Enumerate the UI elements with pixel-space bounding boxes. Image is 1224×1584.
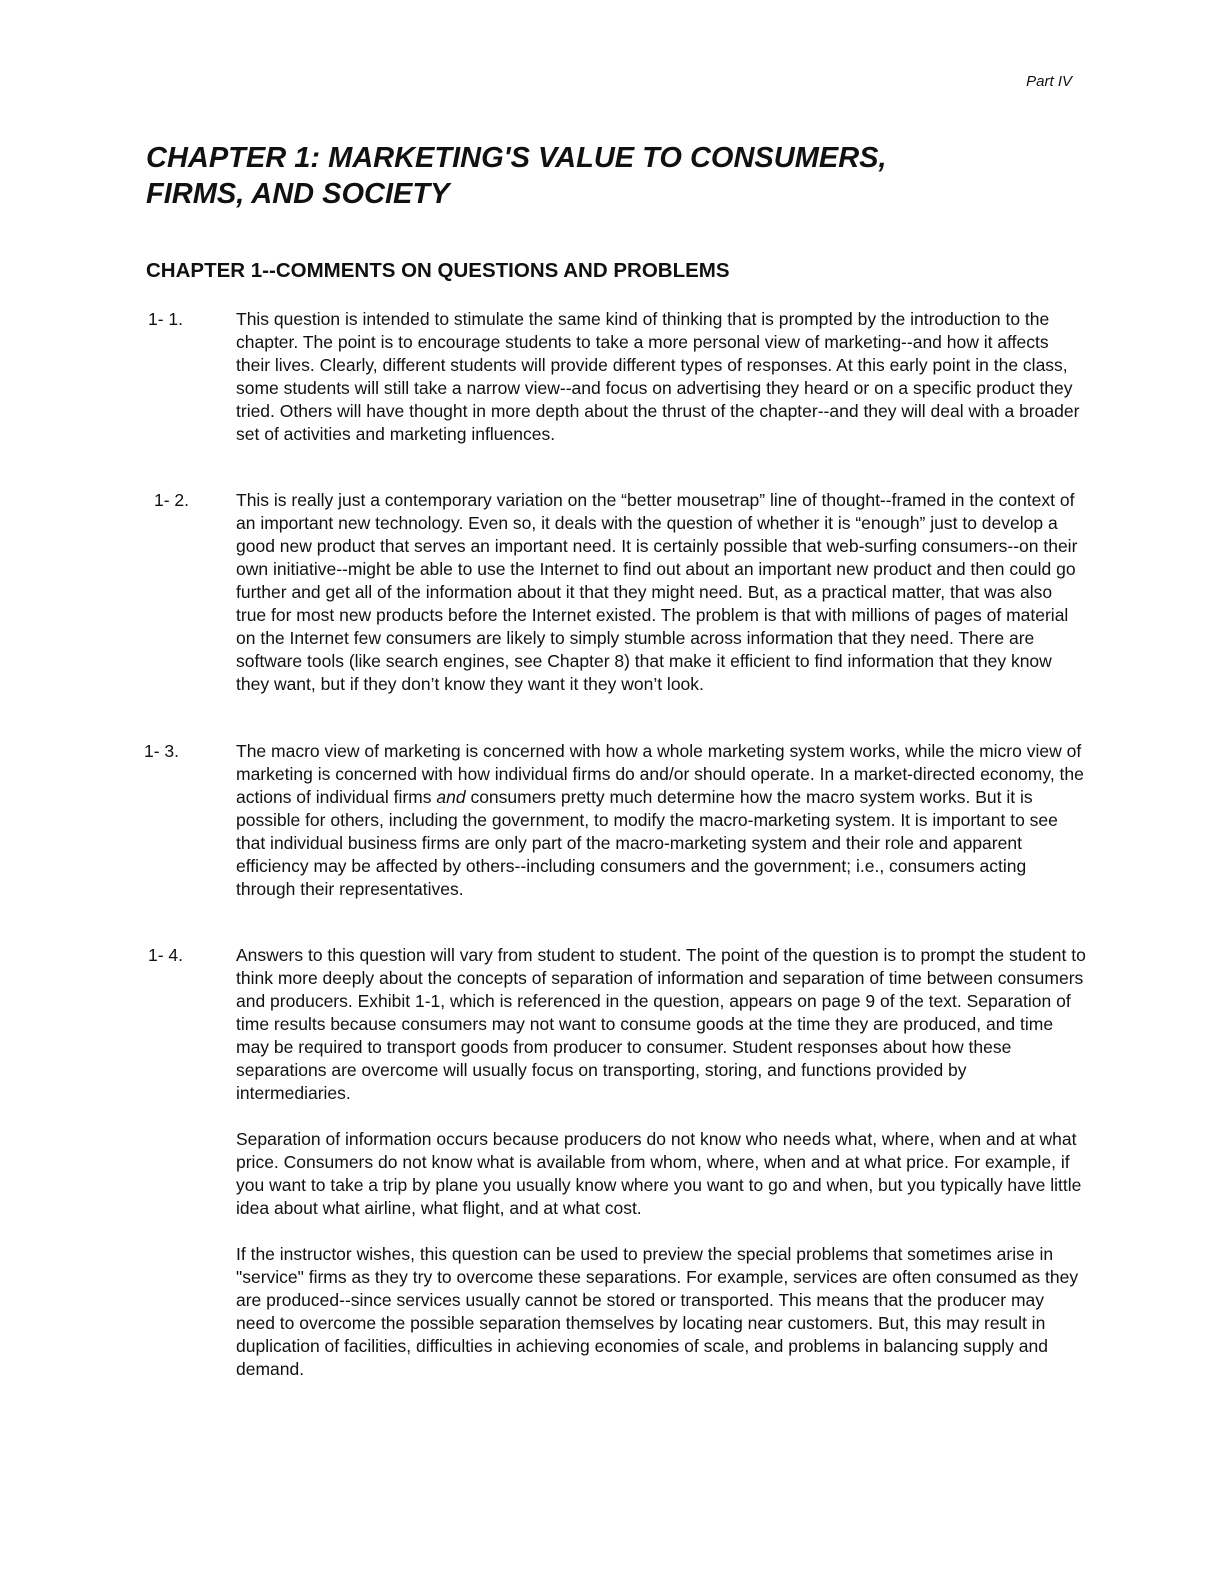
answer-paragraph: Answers to this question will vary from student to student. The point of the question is to prompt the student to think more deeply about the concepts of separation of information and separation of time between consumers and producers. Exhibit 1-1, which is referenced in the question, appears on page 9 of the text. Separation of time results because consumers may not want to consume goods at the time they are produced, and time may be required to transport goods from producer to consumer. Student responses about how these separations are overcome will usually focus on transporting, storing, and functions provided by intermediaries.	[236, 945, 1086, 1103]
emphasis-text: and	[436, 787, 466, 807]
question-number: 1- 3.	[144, 741, 180, 761]
answer-text: consumers pretty much determine how the macro system works. But it is possible for others, including the government, to modify the macro-marketing system. It is important to see that individual business firms are only part of the macro-marketing system and their role and apparent efficiency may be affected by others--including consumers and the government; i.e., consumers acting through their representatives.	[236, 787, 1058, 899]
question-answer	[236, 308, 1086, 469]
question-answer	[236, 489, 1086, 719]
answer-text: The macro view of marketing is concerned with how a whole marketing system works, while the micro view of marketing is concerned with how individual firms do and/or should operate. In a market-directed economy, the actions of individual firms	[236, 741, 1084, 807]
question-number: 1- 4.	[148, 945, 184, 965]
answer-paragraph: This question is intended to stimulate the same kind of thinking that is prompted by the introduction to the chapter. The point is to encourage students to take a more personal view of marketing--and how it affects their lives. Clearly, different students will provide different types of responses. At this early point in the class, some students will still take a narrow view--and focus on advertising they heard or on a specific product they tried. Others will have thought in more depth about the thrust of the chapter--and they will deal with a broader set of activities and marketing influences.	[236, 309, 1080, 444]
section-heading: CHAPTER 1--COMMENTS ON QUESTIONS AND PROBLEMS	[146, 259, 730, 282]
question-answer	[236, 944, 1086, 1404]
answer-paragraph: This is really just a contemporary variation on the “better mousetrap” line of thought--framed in the context of an important new technology. Even so, it deals with the question of whether it is “enough” just to develop a good new product that serves an important need. It is certainly possible that web-surfing consumers--on their own initiative--might be able to use the Internet to find out about an important new product and then could go further and get all of the information about it that they might need. But, as a practical matter, that was also true for most new products before the Internet existed. The problem is that with millions of pages of material on the Internet few consumers are likely to simply stumble across information that they need. There are software tools (like search engines, see Chapter 8) that make it efficient to find information that they know they want, but if they don’t know they want it they won’t look.	[236, 490, 1078, 694]
chapter-title	[146, 140, 1076, 212]
answer-paragraph	[236, 740, 1086, 901]
answer-paragraph: Separation of information occurs because producers do not know who needs what, where, when and at what price. Consumers do not know what is available from whom, where, when and at what price. For example, if you want to take a trip by plane you usually know where you want to go and when, but you typically have little idea about what airline, what flight, and at what cost.	[236, 1129, 1082, 1218]
question-answer	[236, 740, 1086, 924]
question-number: 1- 2.	[154, 490, 190, 510]
answer-paragraph: If the instructor wishes, this question can be used to preview the special problems that sometimes arise in "service" firms as they try to overcome these separations. For example, services are often consumed as they are produced--since services usually cannot be stored or transported. This means that the producer may need to overcome the possible separation themselves by locating near customers. But, this may result in duplication of facilities, difficulties in achieving economies of scale, and problems in balancing supply and demand.	[236, 1244, 1079, 1379]
chapter-title-line-1: CHAPTER 1: MARKETING'S VALUE TO CONSUMERS,	[146, 142, 887, 174]
chapter-title-line-2: FIRMS, AND SOCIETY	[146, 178, 450, 210]
running-head: Part IV	[1026, 73, 1072, 90]
question-number: 1- 1.	[148, 309, 184, 329]
